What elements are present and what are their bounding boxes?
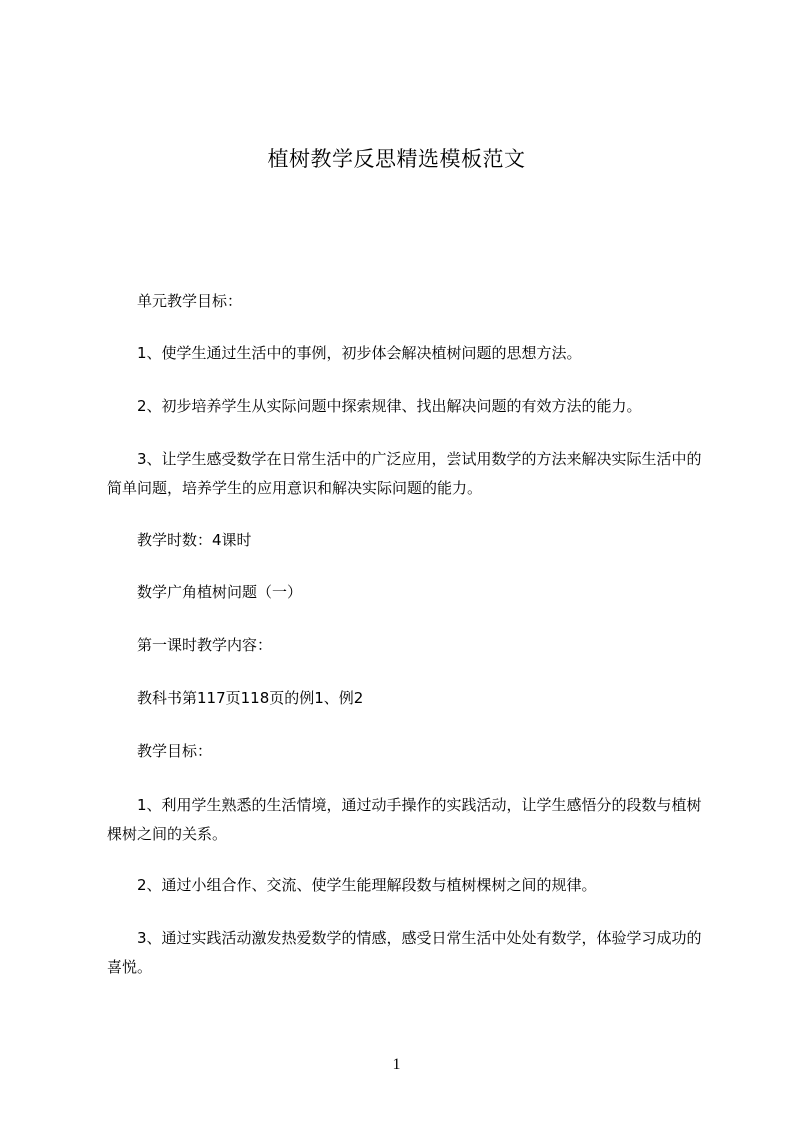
paragraph-lesson-content-heading: 第一课时教学内容： [137, 636, 273, 654]
paragraph-goal-1: 1、使学生通过生活中的事例，初步体会解决植树问题的思想方法。 [137, 344, 582, 362]
paragraph-textbook-pages: 教科书第117页118页的例1、例2 [137, 689, 364, 707]
paragraph-teaching-goals-heading: 教学目标： [137, 742, 213, 760]
paragraph-goal-3: 3、让学生感受数学在日常生活中的广泛应用，尝试用数学的方法来解决实际生活中的简单问题，培养学生的应用意识和解决实际问题的能力。 [107, 450, 702, 497]
paragraph-unit-goals: 单元教学目标： [137, 292, 243, 310]
page-number: 1 [392, 1056, 401, 1073]
document-title: 植树教学反思精选模板范文 [267, 147, 526, 171]
paragraph-teaching-goal-1: 1、利用学生熟悉的生活情境，通过动手操作的实践活动，让学生感悟分的段数与植树棵树之间的关系。 [107, 796, 702, 843]
paragraph-teaching-goal-3: 3、通过实践活动激发热爱数学的情感，感受日常生活中处处有数学，体验学习成功的喜悦。 [107, 929, 702, 976]
paragraph-goal-2: 2、初步培养学生从实际问题中探索规律、找出解决问题的有效方法的能力。 [137, 397, 642, 415]
paragraph-teaching-goal-2: 2、通过小组合作、交流、使学生能理解段数与植树棵树之间的规律。 [137, 876, 597, 894]
paragraph-section-heading: 数学广角植树问题（一） [137, 583, 303, 601]
paragraph-class-hours: 教学时数：4课时 [137, 531, 252, 549]
